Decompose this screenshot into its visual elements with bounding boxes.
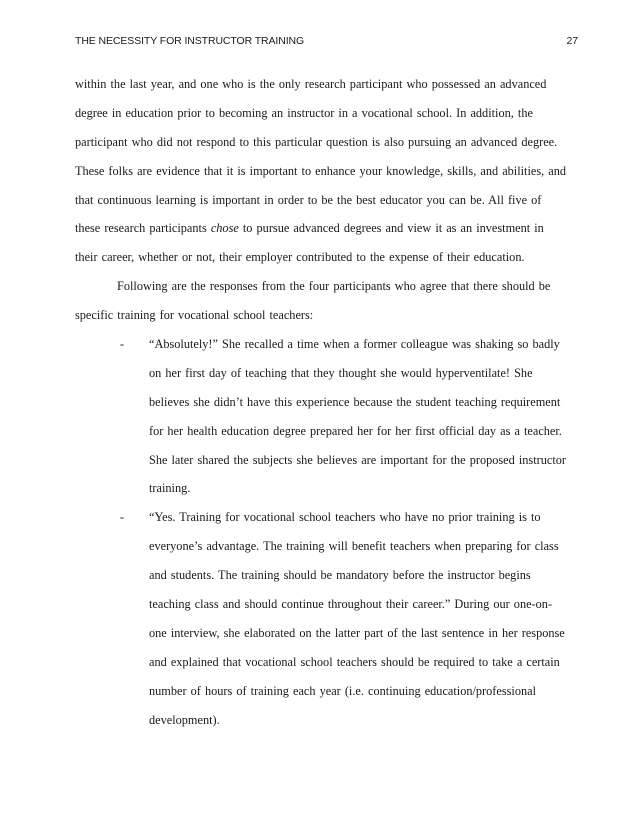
text-line: number of hours of training each year (i.e. continuing education/professional <box>149 683 537 698</box>
paragraph <box>75 70 567 272</box>
running-head: THE NECESSITY FOR INSTRUCTOR TRAINING <box>75 35 305 47</box>
list-marker: - <box>120 510 125 525</box>
text-line: teaching class and should continue throughout their career.” During our one-on- <box>149 597 553 612</box>
response-list <box>75 330 567 734</box>
list-item <box>75 503 567 734</box>
text-span: to pursue advanced degrees and view it as an investment in <box>238 221 544 236</box>
text-line: their career, whether or not, their employer contributed to the expense of their education. <box>75 250 525 265</box>
text-line: and explained that vocational school teachers should be required to take a certain <box>149 654 560 669</box>
text-line: degree in education prior to becoming an instructor in a vocational school. In addition, the <box>75 105 533 120</box>
text-line: and students. The training should be mandatory before the instructor begins <box>149 568 531 583</box>
text-line: specific training for vocational school teachers: <box>75 308 314 323</box>
text-line: everyone’s advantage. The training will benefit teachers when preparing for class <box>149 539 559 554</box>
emphasized-word: chose <box>210 221 239 236</box>
text-line: that continuous learning is important in order to be the best educator you can be. All five of <box>75 192 542 207</box>
text-line: She later shared the subjects she believes are important for the proposed instructor <box>149 452 566 467</box>
text-line: believes she didn’t have this experience because the student teaching requirement <box>149 394 561 409</box>
text-line: These folks are evidence that it is important to enhance your knowledge, skills, and abilities, and <box>75 163 567 178</box>
text-line: for her health education degree prepared her for her first official day as a teacher. <box>149 423 562 438</box>
text-line: development). <box>149 712 220 727</box>
text-line: “Yes. Training for vocational school teachers who have no prior training is to <box>149 510 541 525</box>
text-line: within the last year, and one who is the only research participant who possessed an advanced <box>75 77 547 91</box>
page-header <box>75 35 578 51</box>
page-number: 27 <box>566 35 578 47</box>
text-line: training. <box>149 481 191 496</box>
list-item <box>75 330 567 503</box>
text-line <box>75 214 567 243</box>
list-marker: - <box>120 337 125 352</box>
text-line: “Absolutely!” She recalled a time when a former colleague was shaking so badly <box>149 337 560 352</box>
document-body <box>75 70 567 734</box>
text-line: one interview, she elaborated on the latter part of the last sentence in her response <box>149 625 565 640</box>
text-span: these research participants <box>75 221 211 236</box>
text-line: Following are the responses from the four participants who agree that there should be <box>117 279 551 294</box>
text-line: participant who did not respond to this particular question is also pursuing an advanced degree. <box>75 134 558 149</box>
text-line: on her first day of teaching that they thought she would hyperventilate! She <box>149 365 533 380</box>
paragraph <box>75 272 567 330</box>
